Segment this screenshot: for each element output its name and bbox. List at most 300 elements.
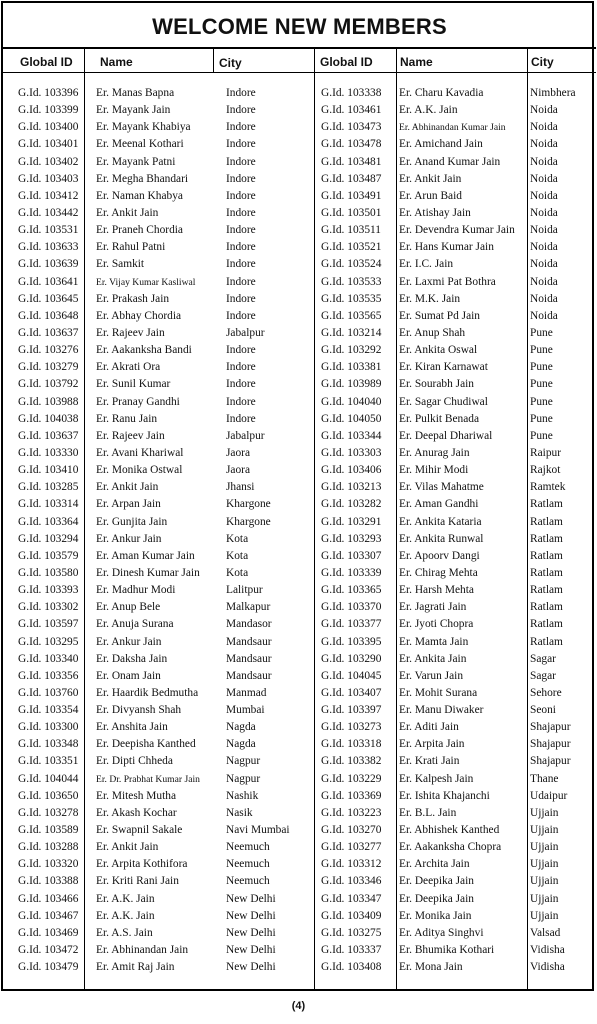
right-global-id-cell: G.Id. 104040: [321, 395, 382, 408]
left-global-id-cell: G.Id. 103402: [18, 155, 79, 168]
left-city-cell: Indore: [226, 104, 256, 117]
left-name-cell: Er. Ankur Jain: [96, 635, 162, 648]
right-name-cell: Er. Bhumika Kothari: [399, 944, 495, 957]
left-global-id-cell: G.Id. 103479: [18, 961, 79, 974]
left-name-cell: Er. Ankur Jain: [96, 532, 162, 545]
right-global-id-cell: G.Id. 103535: [321, 292, 382, 305]
left-name-cell: Er. Arpan Jain: [96, 498, 161, 511]
right-city-cell: Noida: [530, 172, 558, 185]
left-name-cell: Er. Monika Ostwal: [96, 464, 183, 477]
left-global-id-cell: G.Id. 103388: [18, 875, 79, 888]
left-city-cell: Mandsaur: [226, 669, 272, 682]
left-name-column: [96, 85, 200, 976]
left-city-cell: Indore: [226, 395, 256, 408]
right-city-cell: Ratlam: [530, 532, 563, 545]
left-name-cell: Er. Prakash Jain: [96, 292, 170, 305]
right-name-cell: Er. Ankit Jain: [399, 172, 462, 185]
left-global-id-cell: G.Id. 103466: [18, 892, 79, 905]
right-global-id-cell: G.Id. 103395: [321, 635, 382, 648]
left-city-cell: Neemuch: [226, 875, 270, 888]
right-city-cell: Ratlam: [530, 635, 563, 648]
right-name-cell: Er. Ankita Oswal: [399, 344, 478, 357]
left-name-cell: Er. Dr. Prabhat Kumar Jain: [96, 773, 200, 785]
right-name-cell: Er. Harsh Mehta: [399, 584, 474, 597]
right-name-cell: Er. Archita Jain: [399, 858, 470, 871]
left-name-cell: Er. Abhinandan Jain: [96, 944, 189, 957]
left-global-id-cell: G.Id. 103410: [18, 464, 79, 477]
right-global-id-cell: G.Id. 103344: [321, 429, 382, 442]
right-name-cell: Er. Mona Jain: [399, 961, 463, 974]
right-name-cell: Er. Vilas Mahatme: [399, 481, 484, 494]
left-city-cell: Nagpur: [226, 772, 261, 785]
right-global-id-cell: G.Id. 103533: [321, 275, 382, 288]
right-name-cell: Er. Kiran Karnawat: [399, 361, 488, 374]
right-name-cell: Er. Anurag Jain: [399, 446, 470, 459]
right-city-cell: Sehore: [530, 686, 562, 699]
right-global-id-cell: G.Id. 103501: [321, 206, 382, 219]
left-name-cell: Er. Aakanksha Bandi: [96, 344, 192, 357]
left-global-id-cell: G.Id. 103302: [18, 601, 79, 614]
left-city-cell: Khargone: [226, 498, 271, 511]
right-name-cell: Er. Charu Kavadia: [399, 87, 484, 99]
left-global-id-cell: G.Id. 103401: [18, 138, 79, 151]
right-name-cell: Er. Monika Jain: [399, 909, 472, 922]
left-name-cell: Er. Divyansh Shah: [96, 704, 182, 717]
left-name-cell: Er. Onam Jain: [96, 669, 161, 682]
right-global-id-column: [321, 85, 381, 976]
left-global-id-cell: G.Id. 103637: [18, 326, 79, 339]
right-global-id-cell: G.Id. 103282: [321, 498, 382, 511]
right-city-cell: Noida: [530, 275, 558, 288]
right-global-id-cell: G.Id. 103347: [321, 892, 382, 905]
header-global-id-left: Global ID: [20, 55, 73, 69]
right-city-cell: Ramtek: [530, 481, 566, 494]
right-city-cell: Ratlam: [530, 584, 563, 597]
right-global-id-cell: G.Id. 103381: [321, 361, 382, 374]
left-name-cell: Er. Mayank Patni: [96, 155, 176, 168]
left-name-cell: Er. Ranu Jain: [96, 412, 158, 425]
right-city-cell: Vidisha: [530, 944, 565, 957]
right-global-id-cell: G.Id. 103273: [321, 721, 382, 734]
left-city-cell: Jabalpur: [226, 429, 265, 442]
column-divider: [527, 49, 528, 991]
right-city-cell: Sagar: [530, 652, 556, 665]
right-name-cell: Er. Deepika Jain: [399, 892, 474, 905]
left-global-id-cell: G.Id. 103469: [18, 926, 79, 939]
left-city-cell: Neemuch: [226, 841, 270, 854]
right-city-cell: Ujjain: [530, 909, 559, 922]
left-city-cell: Kota: [226, 566, 249, 579]
left-name-cell: Er. Mayank Khabiya: [96, 121, 191, 134]
left-global-id-cell: G.Id. 104038: [18, 412, 79, 425]
right-name-cell: Er. Aditi Jain: [399, 721, 459, 734]
left-global-id-cell: G.Id. 103330: [18, 446, 79, 459]
right-global-id-cell: G.Id. 103409: [321, 909, 382, 922]
left-city-cell: Indore: [226, 378, 256, 391]
left-city-cell: Lalitpur: [226, 584, 263, 597]
right-city-cell: Noida: [530, 155, 558, 168]
right-global-id-cell: G.Id. 103292: [321, 344, 382, 357]
right-global-id-cell: G.Id. 103491: [321, 189, 382, 202]
right-global-id-cell: G.Id. 103406: [321, 464, 382, 477]
left-city-cell: Indore: [226, 275, 256, 288]
left-name-cell: Er. Deepisha Kanthed: [96, 738, 196, 751]
left-name-cell: Er. Daksha Jain: [96, 652, 168, 665]
right-name-cell: Er. Deepika Jain: [399, 875, 474, 888]
right-name-cell: Er. Mohit Surana: [399, 686, 478, 699]
left-city-cell: Jhansi: [226, 481, 255, 494]
right-name-cell: Er. Anand Kumar Jain: [399, 155, 501, 168]
right-global-id-cell: G.Id. 103293: [321, 532, 382, 545]
right-city-cell: Pune: [530, 395, 553, 408]
column-divider: [84, 49, 85, 991]
left-city-cell: Mandsaur: [226, 652, 272, 665]
left-name-cell: Er. Avani Khariwal: [96, 446, 184, 459]
left-name-cell: Er. A.S. Jain: [96, 926, 153, 939]
right-global-id-cell: G.Id. 103229: [321, 772, 382, 785]
left-global-id-cell: G.Id. 103279: [18, 361, 79, 374]
right-name-cell: Er. I.C. Jain: [399, 258, 454, 271]
left-name-cell: Er. Akrati Ora: [96, 361, 161, 374]
right-name-column: [399, 85, 515, 976]
right-city-cell: Noida: [530, 309, 558, 322]
right-global-id-cell: G.Id. 103223: [321, 806, 382, 819]
left-city-cell: Mandasor: [226, 618, 272, 631]
right-global-id-cell: G.Id. 103275: [321, 926, 382, 939]
left-name-cell: Er. Amit Raj Jain: [96, 961, 175, 974]
right-city-cell: Ujjain: [530, 824, 559, 837]
left-city-cell: Kota: [226, 549, 249, 562]
left-global-id-cell: G.Id. 103412: [18, 189, 79, 202]
left-name-cell: Er. Praneh Chordia: [96, 224, 183, 237]
right-global-id-cell: G.Id. 103339: [321, 566, 382, 579]
right-city-cell: Pune: [530, 361, 553, 374]
right-name-cell: Er. Aditya Singhvi: [399, 926, 484, 939]
left-name-cell: Er. Pranay Gandhi: [96, 395, 180, 408]
right-global-id-cell: G.Id. 103277: [321, 841, 382, 854]
left-city-cell: Nagpur: [226, 755, 261, 768]
left-global-id-cell: G.Id. 103340: [18, 652, 79, 665]
right-city-cell: Ujjain: [530, 875, 559, 888]
right-name-cell: Er. Arpita Jain: [399, 738, 465, 751]
right-global-id-cell: G.Id. 103377: [321, 618, 382, 631]
left-name-cell: Er. Meenal Kothari: [96, 138, 184, 151]
left-city-cell: New Delhi: [226, 892, 276, 905]
right-global-id-cell: G.Id. 103511: [321, 224, 382, 237]
right-city-cell: Shajapur: [530, 755, 571, 768]
right-city-cell: Shajapur: [530, 721, 571, 734]
column-divider: [314, 49, 315, 991]
right-global-id-cell: G.Id. 103291: [321, 515, 382, 528]
right-city-cell: Sagar: [530, 669, 556, 682]
left-global-id-cell: G.Id. 103351: [18, 755, 79, 768]
left-name-cell: Er. A.K. Jain: [96, 909, 155, 922]
left-global-id-cell: G.Id. 103300: [18, 721, 79, 734]
right-name-cell: Er. Ankita Jain: [399, 652, 467, 665]
left-global-id-cell: G.Id. 103295: [18, 635, 79, 648]
left-city-cell: Kota: [226, 532, 249, 545]
header-name-right: Name: [400, 55, 433, 69]
left-name-cell: Er. Haardik Bedmutha: [96, 686, 199, 699]
left-name-cell: Er. Anshita Jain: [96, 721, 168, 734]
right-name-cell: Er. B.L. Jain: [399, 806, 457, 819]
right-global-id-cell: G.Id. 103382: [321, 755, 382, 768]
left-name-cell: Er. Vijay Kumar Kasliwal: [96, 276, 196, 288]
right-global-id-cell: G.Id. 103270: [321, 824, 382, 837]
header-divider: [3, 72, 596, 73]
right-name-cell: Er. Amichand Jain: [399, 138, 483, 151]
right-name-cell: Er. Pulkit Benada: [399, 412, 480, 425]
left-name-cell: Er. Naman Khabya: [96, 189, 183, 202]
left-global-id-cell: G.Id. 103639: [18, 258, 79, 271]
left-name-cell: Er. Rahul Patni: [96, 241, 166, 254]
right-global-id-cell: G.Id. 103481: [321, 155, 382, 168]
right-city-cell: Noida: [530, 121, 558, 134]
left-global-id-cell: G.Id. 103354: [18, 704, 79, 717]
right-name-cell: Er. Manu Diwaker: [399, 704, 484, 717]
right-global-id-cell: G.Id. 104050: [321, 412, 382, 425]
right-name-cell: Er. Aakanksha Chopra: [399, 841, 502, 854]
left-name-cell: Er. Rajeev Jain: [96, 326, 165, 339]
right-city-cell: Ratlam: [530, 515, 563, 528]
right-name-cell: Er. Sagar Chudiwal: [399, 395, 488, 408]
right-city-cell: Shajapur: [530, 738, 571, 751]
left-global-id-cell: G.Id. 103579: [18, 549, 79, 562]
right-global-id-cell: G.Id. 103365: [321, 584, 382, 597]
left-city-cell: Mandsaur: [226, 635, 272, 648]
right-city-cell: Noida: [530, 189, 558, 202]
right-city-column: [530, 85, 576, 976]
right-city-cell: Ratlam: [530, 618, 563, 631]
right-name-cell: Er. Aman Gandhi: [399, 498, 479, 511]
left-global-id-cell: G.Id. 103589: [18, 824, 79, 837]
left-name-cell: Er. Mayank Jain: [96, 104, 171, 117]
right-global-id-cell: G.Id. 103407: [321, 686, 382, 699]
left-global-id-cell: G.Id. 103645: [18, 292, 79, 305]
right-city-cell: Raipur: [530, 446, 562, 459]
right-name-cell: Er. Ankita Runwal: [399, 532, 484, 545]
left-global-id-cell: G.Id. 103294: [18, 532, 79, 545]
right-name-cell: Er. Ishita Khajanchi: [399, 789, 490, 802]
left-name-cell: Er. Mitesh Mutha: [96, 789, 177, 802]
right-city-cell: Thane: [530, 772, 559, 785]
left-global-id-cell: G.Id. 103403: [18, 172, 79, 185]
left-global-id-cell: G.Id. 103531: [18, 224, 79, 237]
right-city-cell: Udaipur: [530, 789, 568, 802]
left-city-cell: Indore: [226, 344, 256, 357]
left-city-cell: Indore: [226, 309, 256, 322]
left-global-id-cell: G.Id. 103320: [18, 858, 79, 871]
left-name-cell: Er. Kriti Rani Jain: [96, 875, 179, 888]
left-name-cell: Er. Anuja Surana: [96, 618, 174, 631]
left-name-cell: Er. Akash Kochar: [96, 806, 177, 819]
right-name-cell: Er. Jagrati Jain: [399, 601, 467, 614]
left-name-cell: Er. Aman Kumar Jain: [96, 549, 195, 562]
left-global-id-cell: G.Id. 103356: [18, 669, 79, 682]
left-city-cell: Indore: [226, 412, 256, 425]
right-global-id-cell: G.Id. 103312: [321, 858, 382, 871]
left-city-cell: Nagda: [226, 738, 256, 751]
left-global-id-cell: G.Id. 103648: [18, 309, 79, 322]
members-frame: [1, 1, 594, 991]
left-city-cell: Indore: [226, 361, 256, 374]
right-global-id-cell: G.Id. 103461: [321, 104, 382, 117]
right-city-cell: Pune: [530, 344, 553, 357]
right-city-cell: Seoni: [530, 704, 556, 717]
right-city-cell: Noida: [530, 206, 558, 219]
left-global-id-cell: G.Id. 103792: [18, 378, 79, 391]
left-global-id-cell: G.Id. 103393: [18, 584, 79, 597]
right-name-cell: Er. Abhishek Kanthed: [399, 824, 500, 837]
right-global-id-cell: G.Id. 103478: [321, 138, 382, 151]
right-city-cell: Rajkot: [530, 464, 561, 477]
right-name-cell: Er. Anup Shah: [399, 326, 466, 339]
right-global-id-cell: G.Id. 103318: [321, 738, 382, 751]
left-global-id-cell: G.Id. 103314: [18, 498, 79, 511]
right-global-id-cell: G.Id. 103369: [321, 789, 382, 802]
right-city-cell: Noida: [530, 224, 558, 237]
right-city-cell: Ratlam: [530, 498, 563, 511]
left-city-cell: Indore: [226, 189, 256, 202]
right-name-cell: Er. Kalpesh Jain: [399, 772, 474, 785]
right-name-cell: Er. Deepal Dhariwal: [399, 429, 493, 442]
right-global-id-cell: G.Id. 103521: [321, 241, 382, 254]
right-global-id-cell: G.Id. 103473: [321, 121, 382, 134]
left-global-id-cell: G.Id. 103597: [18, 618, 79, 631]
right-global-id-cell: G.Id. 103989: [321, 378, 382, 391]
right-city-cell: Nimbhera: [530, 87, 576, 99]
right-city-cell: Ujjain: [530, 806, 559, 819]
left-global-id-cell: G.Id. 103278: [18, 806, 79, 819]
right-name-cell: Er. Apoorv Dangi: [399, 549, 480, 562]
right-city-cell: Pune: [530, 326, 553, 339]
right-city-cell: Valsad: [530, 926, 561, 939]
left-city-cell: Nasik: [226, 806, 253, 819]
left-global-id-cell: G.Id. 103580: [18, 566, 79, 579]
right-global-id-cell: G.Id. 103524: [321, 258, 382, 271]
right-name-cell: Er. Arun Baid: [399, 189, 462, 202]
left-city-cell: Jabalpur: [226, 326, 265, 339]
right-global-id-cell: G.Id. 104045: [321, 669, 382, 682]
left-name-cell: Er. Samkit: [96, 258, 145, 271]
right-name-cell: Er. Atishay Jain: [399, 206, 471, 219]
left-city-cell: Jaora: [226, 446, 251, 459]
right-name-cell: Er. A.K. Jain: [399, 104, 458, 117]
header-name-left: Name: [100, 55, 133, 69]
right-city-cell: Ujjain: [530, 841, 559, 854]
left-city-column: [226, 85, 290, 976]
right-name-cell: Er. Jyoti Chopra: [399, 618, 474, 631]
left-city-cell: Malkapur: [226, 601, 271, 614]
left-global-id-cell: G.Id. 103348: [18, 738, 79, 751]
right-city-cell: Noida: [530, 138, 558, 151]
right-global-id-cell: G.Id. 103487: [321, 172, 382, 185]
left-city-cell: New Delhi: [226, 944, 276, 957]
right-city-cell: Ratlam: [530, 549, 563, 562]
left-city-cell: New Delhi: [226, 909, 276, 922]
right-global-id-cell: G.Id. 103408: [321, 961, 382, 974]
right-name-cell: Er. Chirag Mehta: [399, 566, 478, 579]
left-name-cell: Er. Dipti Chheda: [96, 755, 173, 768]
left-city-cell: Indore: [226, 241, 256, 254]
right-name-cell: Er. Mamta Jain: [399, 635, 469, 648]
left-global-id-cell: G.Id. 103988: [18, 395, 79, 408]
column-divider: [213, 49, 214, 73]
right-name-cell: Er. Sumat Pd Jain: [399, 309, 481, 322]
right-name-cell: Er. Ankita Kataria: [399, 515, 482, 528]
left-name-cell: Er. Gunjita Jain: [96, 515, 168, 528]
left-name-cell: Er. Ankit Jain: [96, 206, 159, 219]
right-city-cell: Noida: [530, 104, 558, 117]
left-name-cell: Er. A.K. Jain: [96, 892, 155, 905]
left-name-cell: Er. Sunil Kumar: [96, 378, 171, 391]
right-global-id-cell: G.Id. 103397: [321, 704, 382, 717]
right-global-id-cell: G.Id. 103346: [321, 875, 382, 888]
left-name-cell: Er. Megha Bhandari: [96, 172, 189, 185]
right-name-cell: Er. Varun Jain: [399, 669, 464, 682]
right-global-id-cell: G.Id. 103303: [321, 446, 382, 459]
left-global-id-cell: G.Id. 103633: [18, 241, 79, 254]
header-city-right: City: [531, 55, 554, 69]
right-global-id-cell: G.Id. 103565: [321, 309, 382, 322]
left-city-cell: Indore: [226, 138, 256, 151]
left-city-cell: Mumbai: [226, 704, 265, 717]
left-global-id-cell: G.Id. 103760: [18, 686, 79, 699]
left-name-cell: Er. Swapnil Sakale: [96, 824, 183, 837]
page-number: (4): [291, 1000, 306, 1012]
left-name-cell: Er. Ankit Jain: [96, 841, 159, 854]
left-city-cell: Indore: [226, 121, 256, 134]
left-city-cell: New Delhi: [226, 961, 276, 974]
left-city-cell: Navi Mumbai: [226, 824, 290, 837]
right-name-cell: Er. Krati Jain: [399, 755, 460, 768]
right-name-cell: Er. Abhinandan Kumar Jain: [399, 122, 506, 134]
right-global-id-cell: G.Id. 103338: [321, 87, 382, 99]
left-city-cell: Nashik: [226, 789, 259, 802]
left-city-cell: Nagda: [226, 721, 256, 734]
header-global-id-right: Global ID: [320, 55, 373, 69]
right-city-cell: Ujjain: [530, 892, 559, 905]
right-global-id-cell: G.Id. 103370: [321, 601, 382, 614]
right-city-cell: Noida: [530, 292, 558, 305]
left-global-id-cell: G.Id. 103276: [18, 344, 79, 357]
right-global-id-cell: G.Id. 103337: [321, 944, 382, 957]
left-global-id-cell: G.Id. 103399: [18, 104, 79, 117]
left-city-cell: Indore: [226, 172, 256, 185]
right-name-cell: Er. M.K. Jain: [399, 292, 461, 305]
left-name-cell: Er. Madhur Modi: [96, 584, 176, 597]
left-global-id-cell: G.Id. 103637: [18, 429, 79, 442]
left-global-id-cell: G.Id. 103641: [18, 275, 79, 288]
right-city-cell: Noida: [530, 241, 558, 254]
right-global-id-cell: G.Id. 103214: [321, 326, 382, 339]
left-city-cell: Indore: [226, 292, 256, 305]
left-city-cell: Manmad: [226, 686, 267, 699]
left-global-id-cell: G.Id. 103285: [18, 481, 79, 494]
right-name-cell: Er. Devendra Kumar Jain: [399, 224, 515, 237]
left-city-cell: Indore: [226, 155, 256, 168]
left-city-cell: Khargone: [226, 515, 271, 528]
left-city-cell: Indore: [226, 258, 256, 271]
left-global-id-column: [18, 85, 78, 976]
left-global-id-cell: G.Id. 103472: [18, 944, 79, 957]
left-name-cell: Er. Dinesh Kumar Jain: [96, 566, 200, 579]
right-city-cell: Ratlam: [530, 566, 563, 579]
column-divider: [396, 49, 397, 991]
right-city-cell: Pune: [530, 378, 553, 391]
left-global-id-cell: G.Id. 103288: [18, 841, 79, 854]
left-global-id-cell: G.Id. 103442: [18, 206, 79, 219]
